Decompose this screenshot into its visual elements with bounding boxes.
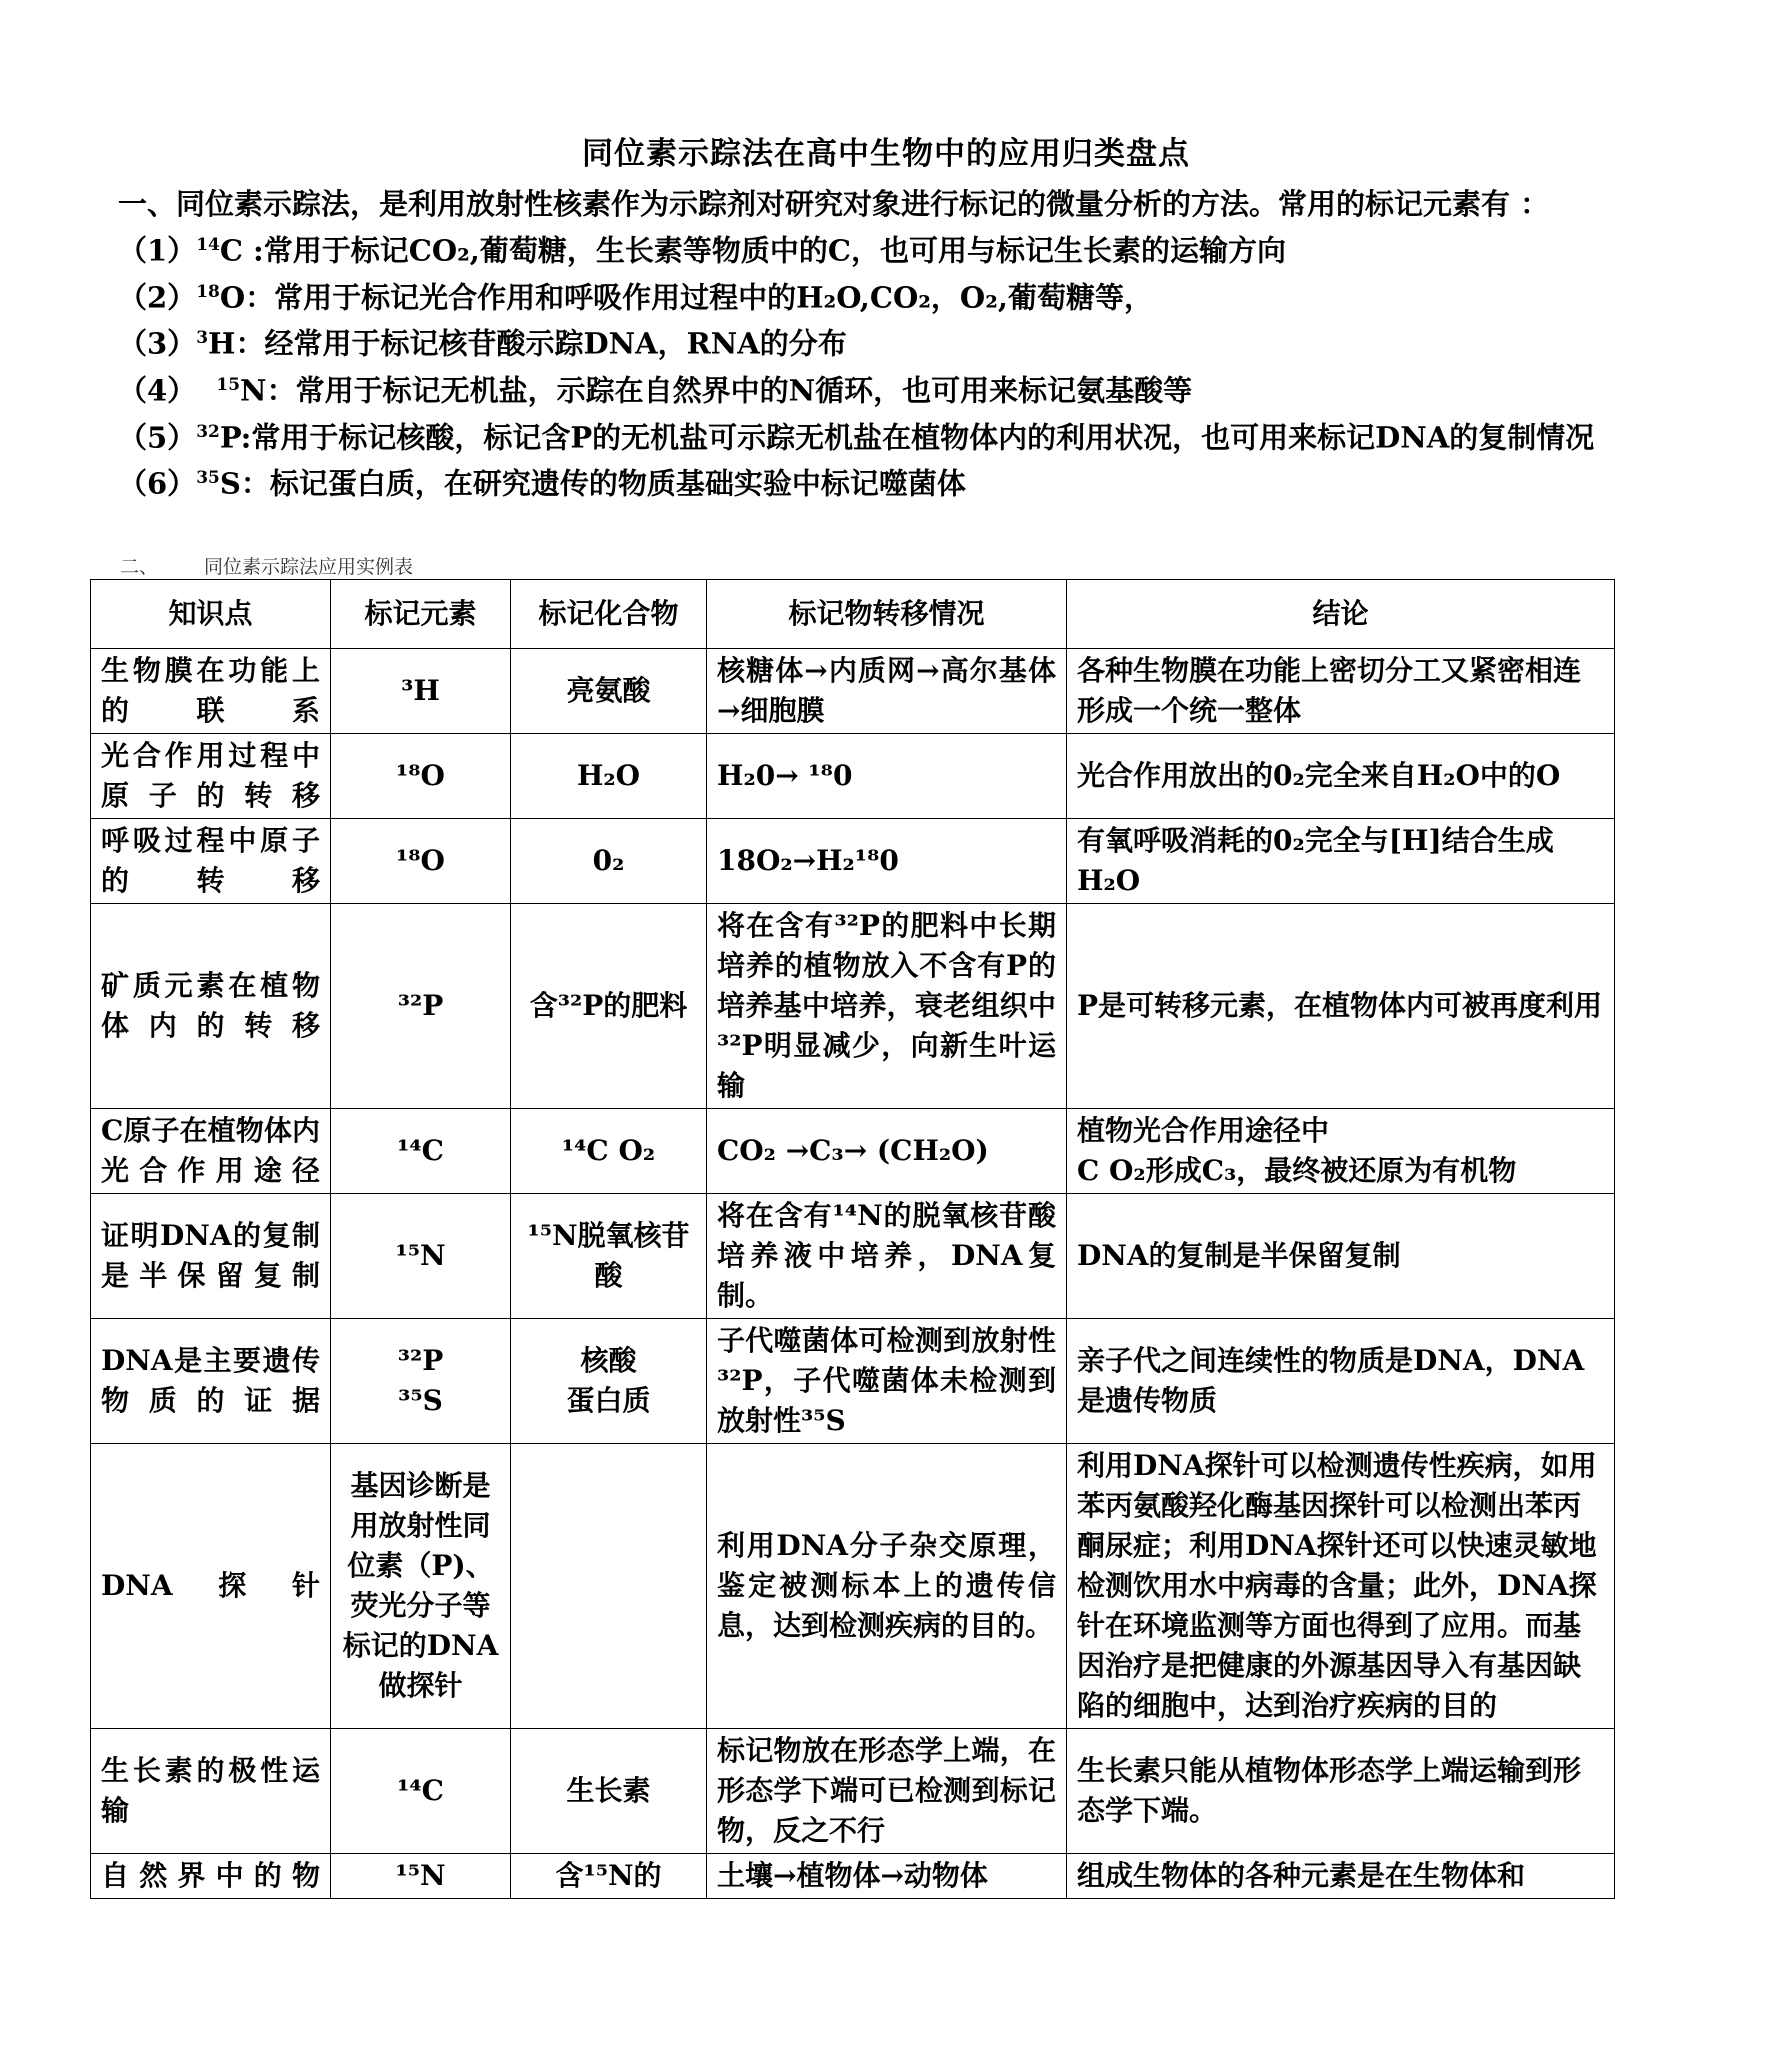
- isotope-symbol: P: [219, 420, 241, 455]
- isotope-usage-text: ：常用于标记光合作用和呼吸作用过程中的H₂O,CO₂，O₂,葡萄糖等，: [245, 280, 1153, 315]
- isotope-usage-text: ：常用于标记无机盐，示踪在自然界中的N循环，也可用来标记氨基酸等: [266, 373, 1193, 408]
- label-compound-cell: ¹⁵N脱氧核苷酸: [511, 1194, 707, 1319]
- label-compound-cell: 含³²P的肥料: [511, 904, 707, 1109]
- transfer-cell: CO₂ →C₃→ (CH₂O): [707, 1109, 1067, 1194]
- transfer-cell: 核糖体→内质网→高尔基体→细胞膜: [707, 649, 1067, 734]
- conclusion-cell: 组成生物体的各种元素是在生物体和: [1067, 1854, 1615, 1899]
- conclusion-cell: 亲子代之间连续性的物质是DNA，DNA是遗传物质: [1067, 1319, 1615, 1444]
- table-row: [91, 1109, 1615, 1194]
- isotope-usage-text: :常用于标记CO₂,葡萄糖，生长素等物质中的C，也可用与标记生长素的运输方向: [242, 233, 1286, 268]
- label-element-cell: ¹⁸O: [331, 734, 511, 819]
- label-element-cell: ³²P: [331, 904, 511, 1109]
- isotope-usage-text: :常用于标记核酸，标记含P的无机盐可示踪无机盐在植物体内的利用状况，也可用来标记DNA的复制情况: [240, 420, 1595, 455]
- transfer-cell: 标记物放在形态学上端，在形态学下端可已检测到标记物，反之不行: [707, 1729, 1067, 1854]
- label-compound-cell: 0₂: [511, 819, 707, 904]
- isotope-mass-number: 15: [216, 374, 241, 395]
- column-header: 知识点: [91, 580, 331, 649]
- label-element-cell: ³²P ³⁵S: [331, 1319, 511, 1444]
- column-header: 标记化合物: [511, 580, 707, 649]
- caption-number: 二、: [120, 556, 159, 578]
- transfer-cell: 利用DNA分子杂交原理，鉴定被测标本上的遗传信息，达到检测疾病的目的。: [707, 1444, 1067, 1729]
- conclusion-cell: 生长素只能从植物体形态学上端运输到形态学下端。: [1067, 1729, 1615, 1854]
- table-row: [91, 1194, 1615, 1319]
- isotope-mass-number: 3: [196, 328, 209, 349]
- label-element-cell: ¹⁵N: [331, 1854, 511, 1899]
- label-compound-cell: H₂O: [511, 734, 707, 819]
- label-element-cell: ¹⁴C: [331, 1729, 511, 1854]
- item-number: （4）: [118, 373, 217, 408]
- table-caption: [120, 552, 413, 579]
- isotope-list-item: [118, 272, 1678, 319]
- label-compound-cell: 生长素: [511, 1729, 707, 1854]
- isotope-symbol: C: [219, 233, 243, 268]
- transfer-cell: H₂0→ ¹⁸0: [707, 734, 1067, 819]
- topic-cell: 呼吸过程中原子的转移: [91, 819, 331, 904]
- topic-cell: C原子在植物体内光合作用途径: [91, 1109, 331, 1194]
- topic-cell: 自然界中的物: [91, 1854, 331, 1899]
- topic-cell: 生物膜在功能上的联系: [91, 649, 331, 734]
- topic-cell: 证明DNA的复制是半保留复制: [91, 1194, 331, 1319]
- caption-text: 同位素示踪法应用实例表: [204, 556, 414, 578]
- document-title: 同位素示踪法在高中生物中的应用归类盘点: [582, 136, 1190, 172]
- table-body: [91, 649, 1615, 1899]
- isotope-application-table: [90, 579, 1615, 1899]
- transfer-cell: 18O₂→H₂¹⁸0: [707, 819, 1067, 904]
- isotope-symbol: H: [208, 326, 236, 361]
- isotope-symbol: O: [219, 280, 246, 315]
- transfer-cell: 将在含有¹⁴N的脱氧核苷酸培养液中培养，DNA复制。: [707, 1194, 1067, 1319]
- isotope-symbol: S: [219, 466, 241, 501]
- table-row: [91, 1444, 1615, 1729]
- label-compound-cell: ¹⁴C O₂: [511, 1109, 707, 1194]
- isotope-list-item: [118, 318, 1678, 365]
- transfer-cell: 将在含有³²P的肥料中长期培养的植物放入不含有P的培养基中培养，衰老组织中³²P明显减少，向新生叶运输: [707, 904, 1067, 1109]
- label-compound-cell: 亮氨酸: [511, 649, 707, 734]
- conclusion-cell: DNA的复制是半保留复制: [1067, 1194, 1615, 1319]
- table-row: [91, 649, 1615, 734]
- isotope-list-item: [118, 458, 1678, 505]
- table-row: [91, 1854, 1615, 1899]
- column-header: 标记元素: [331, 580, 511, 649]
- isotope-list-item: [118, 365, 1678, 412]
- conclusion-cell: P是可转移元素，在植物体内可被再度利用: [1067, 904, 1615, 1109]
- label-element-cell: ¹⁵N: [331, 1194, 511, 1319]
- label-compound-cell: 含¹⁵N的: [511, 1854, 707, 1899]
- table-row: [91, 734, 1615, 819]
- conclusion-cell: 利用DNA探针可以检测遗传性疾病，如用苯丙氨酸羟化酶基因探针可以检测出苯丙酮尿症；利用DNA探针还可以快速灵敏地检测饮用水中病毒的含量；此外，DNA探针在环境监测等方面也得到了应用。而基因治疗是把健康的外源基因导入有基因缺陷的细胞中，达到治疗疾病的目的: [1067, 1444, 1615, 1729]
- isotope-mass-number: 14: [196, 235, 220, 255]
- table-row: [91, 819, 1615, 904]
- label-element-cell: ¹⁸O: [331, 819, 511, 904]
- label-compound-cell: [511, 1444, 707, 1729]
- isotope-mass-number: 35: [196, 468, 220, 489]
- label-element-cell: 基因诊断是用放射性同位素（P)、荧光分子等标记的DNA做探针: [331, 1444, 511, 1729]
- topic-cell: 光合作用过程中原子的转移: [91, 734, 331, 819]
- item-number: （5）: [118, 420, 197, 455]
- intro-lead: 一、同位素示踪法，是利用放射性核素作为示踪剂对研究对象进行标记的微量分析的方法。常用的标记元素有 ：: [118, 187, 1550, 221]
- isotope-list: [118, 225, 1678, 505]
- table-header-row: [91, 580, 1615, 649]
- isotope-list-item: [118, 225, 1678, 272]
- conclusion-cell: 有氧呼吸消耗的0₂完全与[H]结合生成H₂O: [1067, 819, 1615, 904]
- table-row: [91, 1319, 1615, 1444]
- table-row: [91, 1729, 1615, 1854]
- conclusion-cell: 植物光合作用途径中 C O₂形成C₃，最终被还原为有机物: [1067, 1109, 1615, 1194]
- conclusion-cell: 各种生物膜在功能上密切分工又紧密相连形成一个统一整体: [1067, 649, 1615, 734]
- topic-cell: 矿质元素在植物体内的转移: [91, 904, 331, 1109]
- isotope-mass-number: 18: [196, 281, 220, 302]
- topic-cell: 生长素的极性运输: [91, 1729, 331, 1854]
- label-element-cell: ³H: [331, 649, 511, 734]
- column-header: 结论: [1067, 580, 1615, 649]
- isotope-usage-text: ：经常用于标记核苷酸示踪DNA，RNA的分布: [235, 326, 847, 361]
- item-number: （1）: [118, 233, 197, 268]
- item-number: （3）: [118, 326, 197, 361]
- table-row: [91, 904, 1615, 1109]
- item-number: （2）: [118, 280, 197, 315]
- topic-cell: DNA探针: [91, 1444, 331, 1729]
- isotope-symbol: N: [240, 373, 267, 408]
- column-header: 标记物转移情况: [707, 580, 1067, 649]
- intro-section: [118, 184, 1678, 505]
- isotope-usage-text: ：标记蛋白质，在研究遗传的物质基础实验中标记噬菌体: [240, 466, 966, 501]
- item-number: （6）: [118, 466, 197, 501]
- label-element-cell: ¹⁴C: [331, 1109, 511, 1194]
- label-compound-cell: 核酸 蛋白质: [511, 1319, 707, 1444]
- isotope-mass-number: 32: [196, 421, 220, 442]
- conclusion-cell: 光合作用放出的0₂完全来自H₂O中的O: [1067, 734, 1615, 819]
- transfer-cell: 子代噬菌体可检测到放射性³²P，子代噬菌体未检测到放射性³⁵S: [707, 1319, 1067, 1444]
- isotope-list-item: [118, 412, 1678, 459]
- topic-cell: DNA是主要遗传物质的证据: [91, 1319, 331, 1444]
- transfer-cell: 土壤→植物体→动物体: [707, 1854, 1067, 1899]
